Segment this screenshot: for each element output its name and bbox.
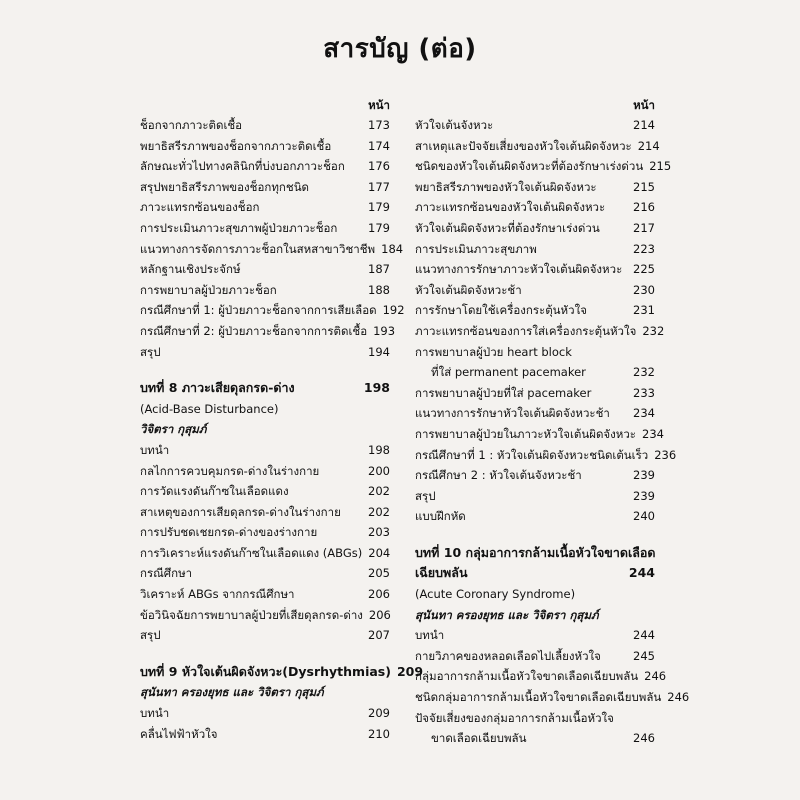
chapter-heading xyxy=(140,378,390,399)
toc-entry xyxy=(415,177,655,198)
toc-entry-text: พยาธิสรีรภาพของหัวใจเต้นผิดจังหวะ xyxy=(415,179,597,194)
toc-entry-text: สุนันทา ครองยุทธ และ วิจิตรา กุสุมภ์ xyxy=(415,607,599,622)
toc-entry xyxy=(415,445,677,466)
toc-entry xyxy=(415,321,665,342)
toc-entry xyxy=(415,300,655,321)
toc-entry xyxy=(140,461,390,482)
toc-entry-page: 198 xyxy=(363,380,390,396)
toc-entry xyxy=(140,502,390,523)
toc-entry xyxy=(140,563,390,584)
toc-column-right xyxy=(415,95,690,749)
toc-entry-text: ชนิดกลุ่มอาการกล้ามเนื้อหัวใจขาดเลือดเฉียบพลัน xyxy=(415,690,662,705)
toc-entry-page: 206 xyxy=(368,607,391,622)
toc-entry-text: สาเหตุของการเสียดุลกรด-ด่างในร่างกาย xyxy=(140,504,341,519)
toc-entry xyxy=(415,403,655,424)
toc-entry-text: บทนำ xyxy=(415,628,445,643)
toc-entry xyxy=(415,259,655,280)
toc-entry-text: การวิเคราะห์แรงดันก๊าซในเลือดแดง (ABGs) xyxy=(140,545,363,560)
toc-entry-text: วิจิตรา กุสุมภ์ xyxy=(140,422,207,437)
toc-list-left xyxy=(140,115,424,744)
toc-entry xyxy=(415,424,664,445)
toc-entry-text: บทที่ 9 หัวใจเต้นผิดจังหวะ(Dysrhythmias) xyxy=(140,663,391,679)
toc-entry-text: หัวใจเต้นผิดจังหวะช้า xyxy=(415,282,522,297)
toc-entry xyxy=(415,506,655,527)
toc-entry xyxy=(140,342,390,363)
toc-entry-page: 207 xyxy=(368,628,390,643)
toc-entry-page: 174 xyxy=(368,138,390,153)
toc-entry xyxy=(415,239,655,260)
toc-entry-page: 233 xyxy=(633,385,655,400)
toc-entry-text: การวัดแรงดันก๊าซในเลือดแดง xyxy=(140,484,289,499)
toc-entry-page: 202 xyxy=(368,504,390,519)
toc-entry-text: การพยาบาลผู้ป่วยที่ใส่ pacemaker xyxy=(415,385,592,400)
toc-entry-text: พยาธิสรีรภาพของช็อกจากภาวะติดเชื้อ xyxy=(140,138,332,153)
toc-entry-page: 192 xyxy=(382,303,405,318)
toc-entry-text: คลื่นไฟฟ้าหัวใจ xyxy=(140,726,218,741)
toc-entry-text: บทนำ xyxy=(140,442,170,457)
toc-entry-page: 205 xyxy=(368,566,390,581)
toc-entry-page: 225 xyxy=(633,262,655,277)
toc-entry xyxy=(140,584,390,605)
toc-entry xyxy=(140,177,390,198)
toc-entry xyxy=(415,342,655,363)
toc-entry-text: บทที่ 10 กลุ่มอาการกล้ามเนื้อหัวใจขาดเลือด xyxy=(415,544,656,560)
toc-entry-text: การพยาบาลผู้ป่วยในภาวะหัวใจเต้นผิดจังหวะ xyxy=(415,426,636,441)
toc-entry-text: บทนำ xyxy=(140,706,170,721)
toc-entry-text: การปรับชดเชยกรด-ด่างของร่างกาย xyxy=(140,525,318,540)
toc-entry-text: ภาวะแทรกซ้อนของหัวใจเต้นผิดจังหวะ xyxy=(415,200,606,215)
toc-entry xyxy=(415,383,655,404)
toc-entry xyxy=(140,115,390,136)
toc-entry-page: 210 xyxy=(368,726,390,741)
toc-entry-text: สาเหตุและปัจจัยเสี่ยงของหัวใจเต้นผิดจังหวะ xyxy=(415,138,632,153)
toc-entry-page: 232 xyxy=(642,323,665,338)
toc-entry-page: 215 xyxy=(633,179,655,194)
toc-entry-text: กรณีศึกษาที่ 1: ผู้ป่วยภาวะช็อกจากการเสียเลือด xyxy=(140,303,377,318)
chapter-author xyxy=(140,419,390,440)
toc-entry-page: 200 xyxy=(368,463,390,478)
section-spacer xyxy=(140,362,390,378)
toc-entry xyxy=(140,156,390,177)
toc-entry-text: กายวิภาคของหลอดเลือดไปเลี้ยงหัวใจ xyxy=(415,648,601,663)
toc-entry-page: 209 xyxy=(396,663,424,679)
toc-entry-page: 179 xyxy=(368,200,390,215)
toc-entry-page: 204 xyxy=(368,545,391,560)
toc-entry xyxy=(140,522,390,543)
section-spacer xyxy=(140,646,390,662)
page-column-header: หน้า xyxy=(633,98,655,112)
section-spacer xyxy=(415,527,655,543)
toc-entry-text: สรุป xyxy=(415,488,436,503)
chapter-author xyxy=(140,682,390,703)
toc-entry-page: 214 xyxy=(633,118,655,132)
toc-entry-page: 245 xyxy=(633,648,655,663)
toc-entry-page: 240 xyxy=(633,509,655,524)
chapter-author xyxy=(415,605,655,626)
toc-entry xyxy=(415,728,655,749)
toc-entry-text: ขาดเลือดเฉียบพลัน xyxy=(431,731,527,746)
toc-entry-page: 202 xyxy=(368,484,390,499)
toc-entry xyxy=(415,465,655,486)
toc-entry xyxy=(140,724,390,745)
toc-entry-page: 176 xyxy=(368,159,390,174)
toc-entry xyxy=(140,300,405,321)
toc-entry-text: แนวทางการรักษาภาวะหัวใจเต้นผิดจังหวะ xyxy=(415,262,623,277)
toc-entry xyxy=(415,584,655,605)
toc-entry-page: 234 xyxy=(633,406,655,421)
toc-entry-page: 194 xyxy=(368,344,390,359)
toc-column-left xyxy=(140,95,424,744)
toc-entry-text: กรณีศึกษา xyxy=(140,566,193,581)
toc-entry-page: 234 xyxy=(642,426,664,441)
toc-entry-text: บทที่ 8 ภาวะเสียดุลกรด-ด่าง xyxy=(140,380,295,396)
toc-entry xyxy=(140,399,390,420)
toc-entry-page: 230 xyxy=(633,282,655,297)
toc-entry xyxy=(415,115,655,136)
toc-entry-page: 215 xyxy=(649,159,672,174)
toc-entry xyxy=(415,646,655,667)
toc-entry-text: แบบฝึกหัด xyxy=(415,509,466,524)
toc-entry xyxy=(140,625,390,646)
toc-entry xyxy=(415,218,655,239)
toc-entry-page: 236 xyxy=(654,447,677,462)
toc-entry-text: ภาวะแทรกซ้อนของช็อก xyxy=(140,200,260,215)
toc-entry-text: ที่ใส่ permanent pacemaker xyxy=(431,365,586,380)
toc-entry-page: 179 xyxy=(368,220,390,235)
toc-entry xyxy=(140,280,390,301)
toc-entry-page: 246 xyxy=(667,690,690,705)
toc-entry-text: หัวใจเต้นจังหวะ xyxy=(415,118,494,132)
toc-entry-text: สรุป xyxy=(140,344,161,359)
toc-entry-text: ปัจจัยเสี่ยงของกลุ่มอาการกล้ามเนื้อหัวใจ xyxy=(415,710,614,725)
toc-entry xyxy=(140,481,390,502)
toc-entry-text: การประเมินภาวะสุขภาพ xyxy=(415,241,537,256)
toc-entry-text: สุนันทา ครองยุทธ และ วิจิตรา กุสุมภ์ xyxy=(140,685,324,700)
toc-entry-page: 217 xyxy=(633,220,655,235)
toc-entry-text: ชนิดของหัวใจเต้นผิดจังหวะที่ต้องรักษาเร่งด่วน xyxy=(415,159,644,174)
toc-entry-text: การพยาบาลผู้ป่วยภาวะช็อก xyxy=(140,282,277,297)
toc-entry-page: 232 xyxy=(633,365,655,380)
toc-entry-text: สรุป xyxy=(140,628,161,643)
page-column-header: หน้า xyxy=(368,98,390,112)
chapter-heading xyxy=(140,662,424,683)
toc-entry-text: ข้อวินิจฉัยการพยาบาลผู้ป่วยที่เสียดุลกรด-ด่าง xyxy=(140,607,363,622)
toc-entry xyxy=(415,156,672,177)
toc-entry-page: 244 xyxy=(633,628,655,643)
toc-entry xyxy=(415,280,655,301)
toc-entry-text: ภาวะแทรกซ้อนของการใส่เครื่องกระตุ้นหัวใจ xyxy=(415,323,637,338)
toc-entry-page: 214 xyxy=(637,138,660,153)
toc-entry xyxy=(415,687,690,708)
toc-entry xyxy=(415,486,655,507)
chapter-heading xyxy=(415,543,655,564)
toc-entry-text: เฉียบพลัน xyxy=(415,565,468,581)
toc-entry-text: แนวทางการจัดการภาวะช็อกในสหสาขาวิชาชีพ xyxy=(140,241,376,256)
chapter-heading xyxy=(415,563,655,584)
toc-entry-page: 246 xyxy=(644,669,667,684)
toc-entry xyxy=(140,218,390,239)
toc-entry xyxy=(140,543,390,564)
toc-entry-page: 184 xyxy=(381,241,404,256)
toc-entry-text: กรณีศึกษาที่ 1 : หัวใจเต้นผิดจังหวะชนิดเต้นเร็ว xyxy=(415,447,649,462)
toc-entry xyxy=(140,239,404,260)
toc-entry-text: กลไกการควบคุมกรด-ด่างในร่างกาย xyxy=(140,463,320,478)
toc-entry-text: วิเคราะห์ ABGs จากกรณีศึกษา xyxy=(140,587,295,602)
toc-entry-page: 187 xyxy=(368,262,390,277)
toc-entry-text: การพยาบาลผู้ป่วย heart block xyxy=(415,344,572,359)
toc-entry-text: สรุปพยาธิสรีรภาพของช็อกทุกชนิด xyxy=(140,179,310,194)
toc-entry-text: กรณีศึกษาที่ 2: ผู้ป่วยภาวะช็อกจากการติดเชื้อ xyxy=(140,323,368,338)
toc-entry xyxy=(140,703,390,724)
toc-entry xyxy=(140,197,390,218)
toc-entry-page: 206 xyxy=(368,587,390,602)
toc-entry xyxy=(140,321,396,342)
toc-entry-page: 246 xyxy=(633,731,655,746)
toc-entry xyxy=(415,197,655,218)
toc-entry-page: 198 xyxy=(368,442,390,457)
toc-entry-text: หัวใจเต้นผิดจังหวะที่ต้องรักษาเร่งด่วน xyxy=(415,220,600,235)
toc-entry xyxy=(415,625,655,646)
toc-entry xyxy=(140,259,390,280)
toc-entry-text: แนวทางการรักษาหัวใจเต้นผิดจังหวะช้า xyxy=(415,406,610,421)
toc-entry-text: กลุ่มอาการกล้ามเนื้อหัวใจขาดเลือดเฉียบพลัน xyxy=(415,669,639,684)
toc-entry-text: การรักษาโดยใช้เครื่องกระตุ้นหัวใจ xyxy=(415,303,587,318)
toc-entry xyxy=(415,362,655,383)
toc-entry xyxy=(140,136,390,157)
toc-entry-page: 239 xyxy=(633,468,655,483)
toc-entry-text: ช็อกจากภาวะติดเชื้อ xyxy=(140,118,243,132)
toc-entry-page: 193 xyxy=(373,323,396,338)
toc-entry-text: การประเมินภาวะสุขภาพผู้ป่วยภาวะช็อก xyxy=(140,220,338,235)
toc-entry xyxy=(415,136,660,157)
toc-entry-text: หลักฐานเชิงประจักษ์ xyxy=(140,262,241,277)
toc-entry-page: 223 xyxy=(633,241,655,256)
toc-entry-page: 177 xyxy=(368,179,390,194)
toc-entry-page: 244 xyxy=(628,565,655,581)
toc-entry-page: 173 xyxy=(368,118,390,132)
toc-entry-text: (Acid-Base Disturbance) xyxy=(140,401,279,416)
toc-entry-page: 216 xyxy=(633,200,655,215)
toc-entry-page: 188 xyxy=(368,282,390,297)
toc-list-right xyxy=(415,115,690,749)
toc-entry-text: กรณีศึกษา 2 : หัวใจเต้นจังหวะช้า xyxy=(415,468,582,483)
toc-entry xyxy=(140,605,390,626)
toc-entry-page: 203 xyxy=(368,525,390,540)
toc-entry-page: 239 xyxy=(633,488,655,503)
page-title: สารบัญ (ต่อ) xyxy=(323,34,477,64)
toc-entry-page: 231 xyxy=(633,303,655,318)
toc-entry-page: 209 xyxy=(368,706,390,721)
toc-entry-text: ลักษณะทั่วไปทางคลินิกที่บ่งบอกภาวะช็อก xyxy=(140,159,345,174)
toc-entry xyxy=(140,440,390,461)
toc-entry xyxy=(415,708,655,729)
toc-entry xyxy=(415,666,667,687)
toc-entry-text: (Acute Coronary Syndrome) xyxy=(415,587,576,602)
